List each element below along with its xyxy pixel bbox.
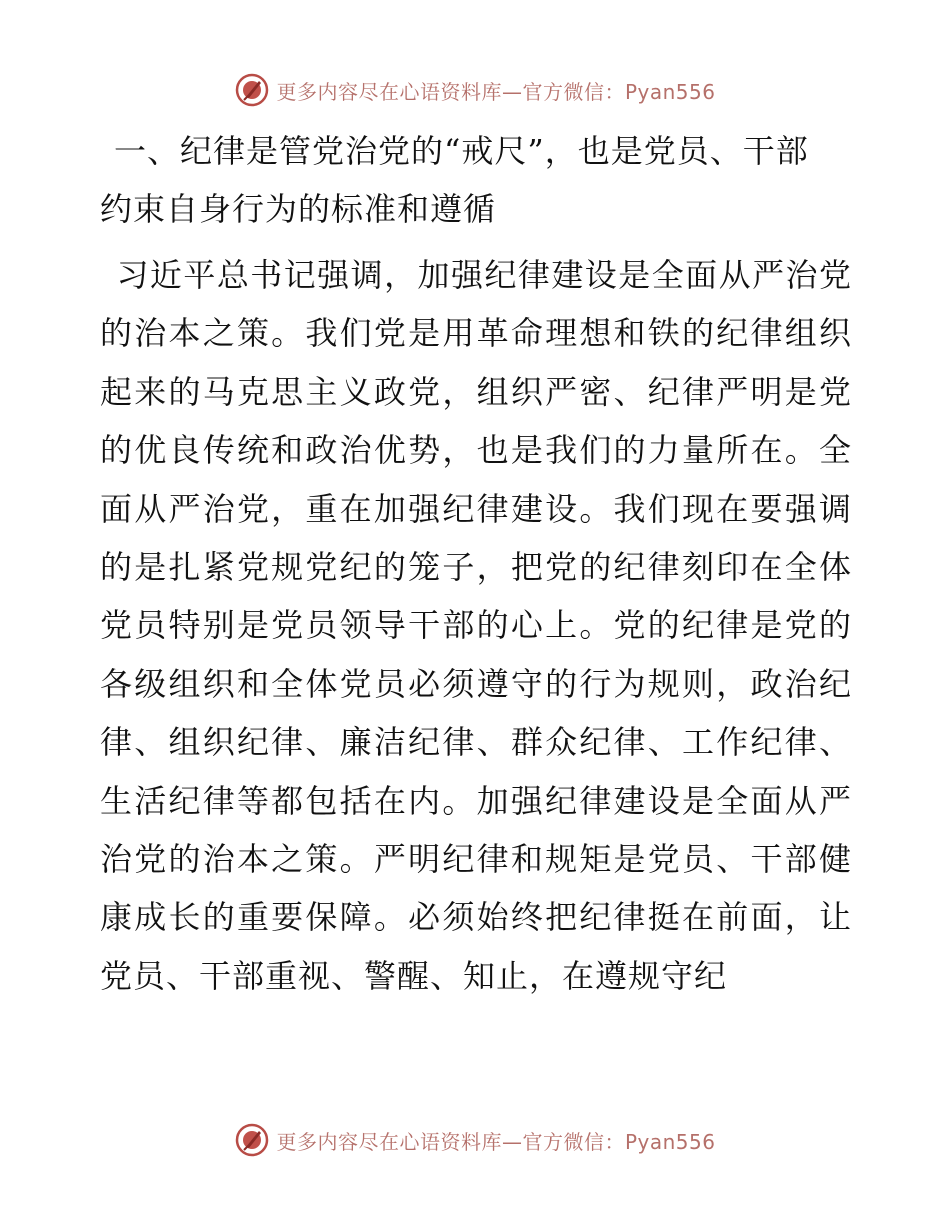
header-banner bbox=[0, 70, 950, 110]
footer-banner bbox=[0, 1120, 950, 1160]
header-banner-text: 更多内容尽在心语资料库—官方微信：Pyan556 bbox=[276, 79, 716, 104]
footer-banner-text: 更多内容尽在心语资料库—官方微信：Pyan556 bbox=[276, 1129, 716, 1154]
body-paragraph bbox=[100, 246, 852, 1005]
section-heading-text: 一、纪律是管党治党的“戒尺”，也是党员、干部约束自身行为的标准和遵循 bbox=[100, 132, 809, 228]
quill-seal-icon bbox=[234, 1122, 270, 1158]
body-paragraph-text: 习近平总书记强调，加强纪律建设是全面从严治党的治本之策。我们党是用革命理想和铁的纪律组织起来的马克思主义政党，组织严密、纪律严明是党的优良传统和政治优势，也是我们的力量所在。全面从严治党，重在加强纪律建设。我们现在要强调的是扎紧党规党纪的笼子，把党的纪律刻印在全体党员特别是党员领导干部的心上。党的纪律是党的各级组织和全体党员必须遵守的行为规则，政治纪律、组织纪律、廉洁纪律、群众纪律、工作纪律、生活纪律等都包括在内。加强纪律建设是全面从严治党的治本之策。严明纪律和规矩是党员、干部健康成长的重要保障。必须始终把纪律挺在前面，让党员、干部重视、警醒、知止，在遵规守纪 bbox=[100, 256, 852, 995]
section-heading bbox=[100, 122, 840, 238]
quill-seal-icon bbox=[234, 72, 270, 108]
